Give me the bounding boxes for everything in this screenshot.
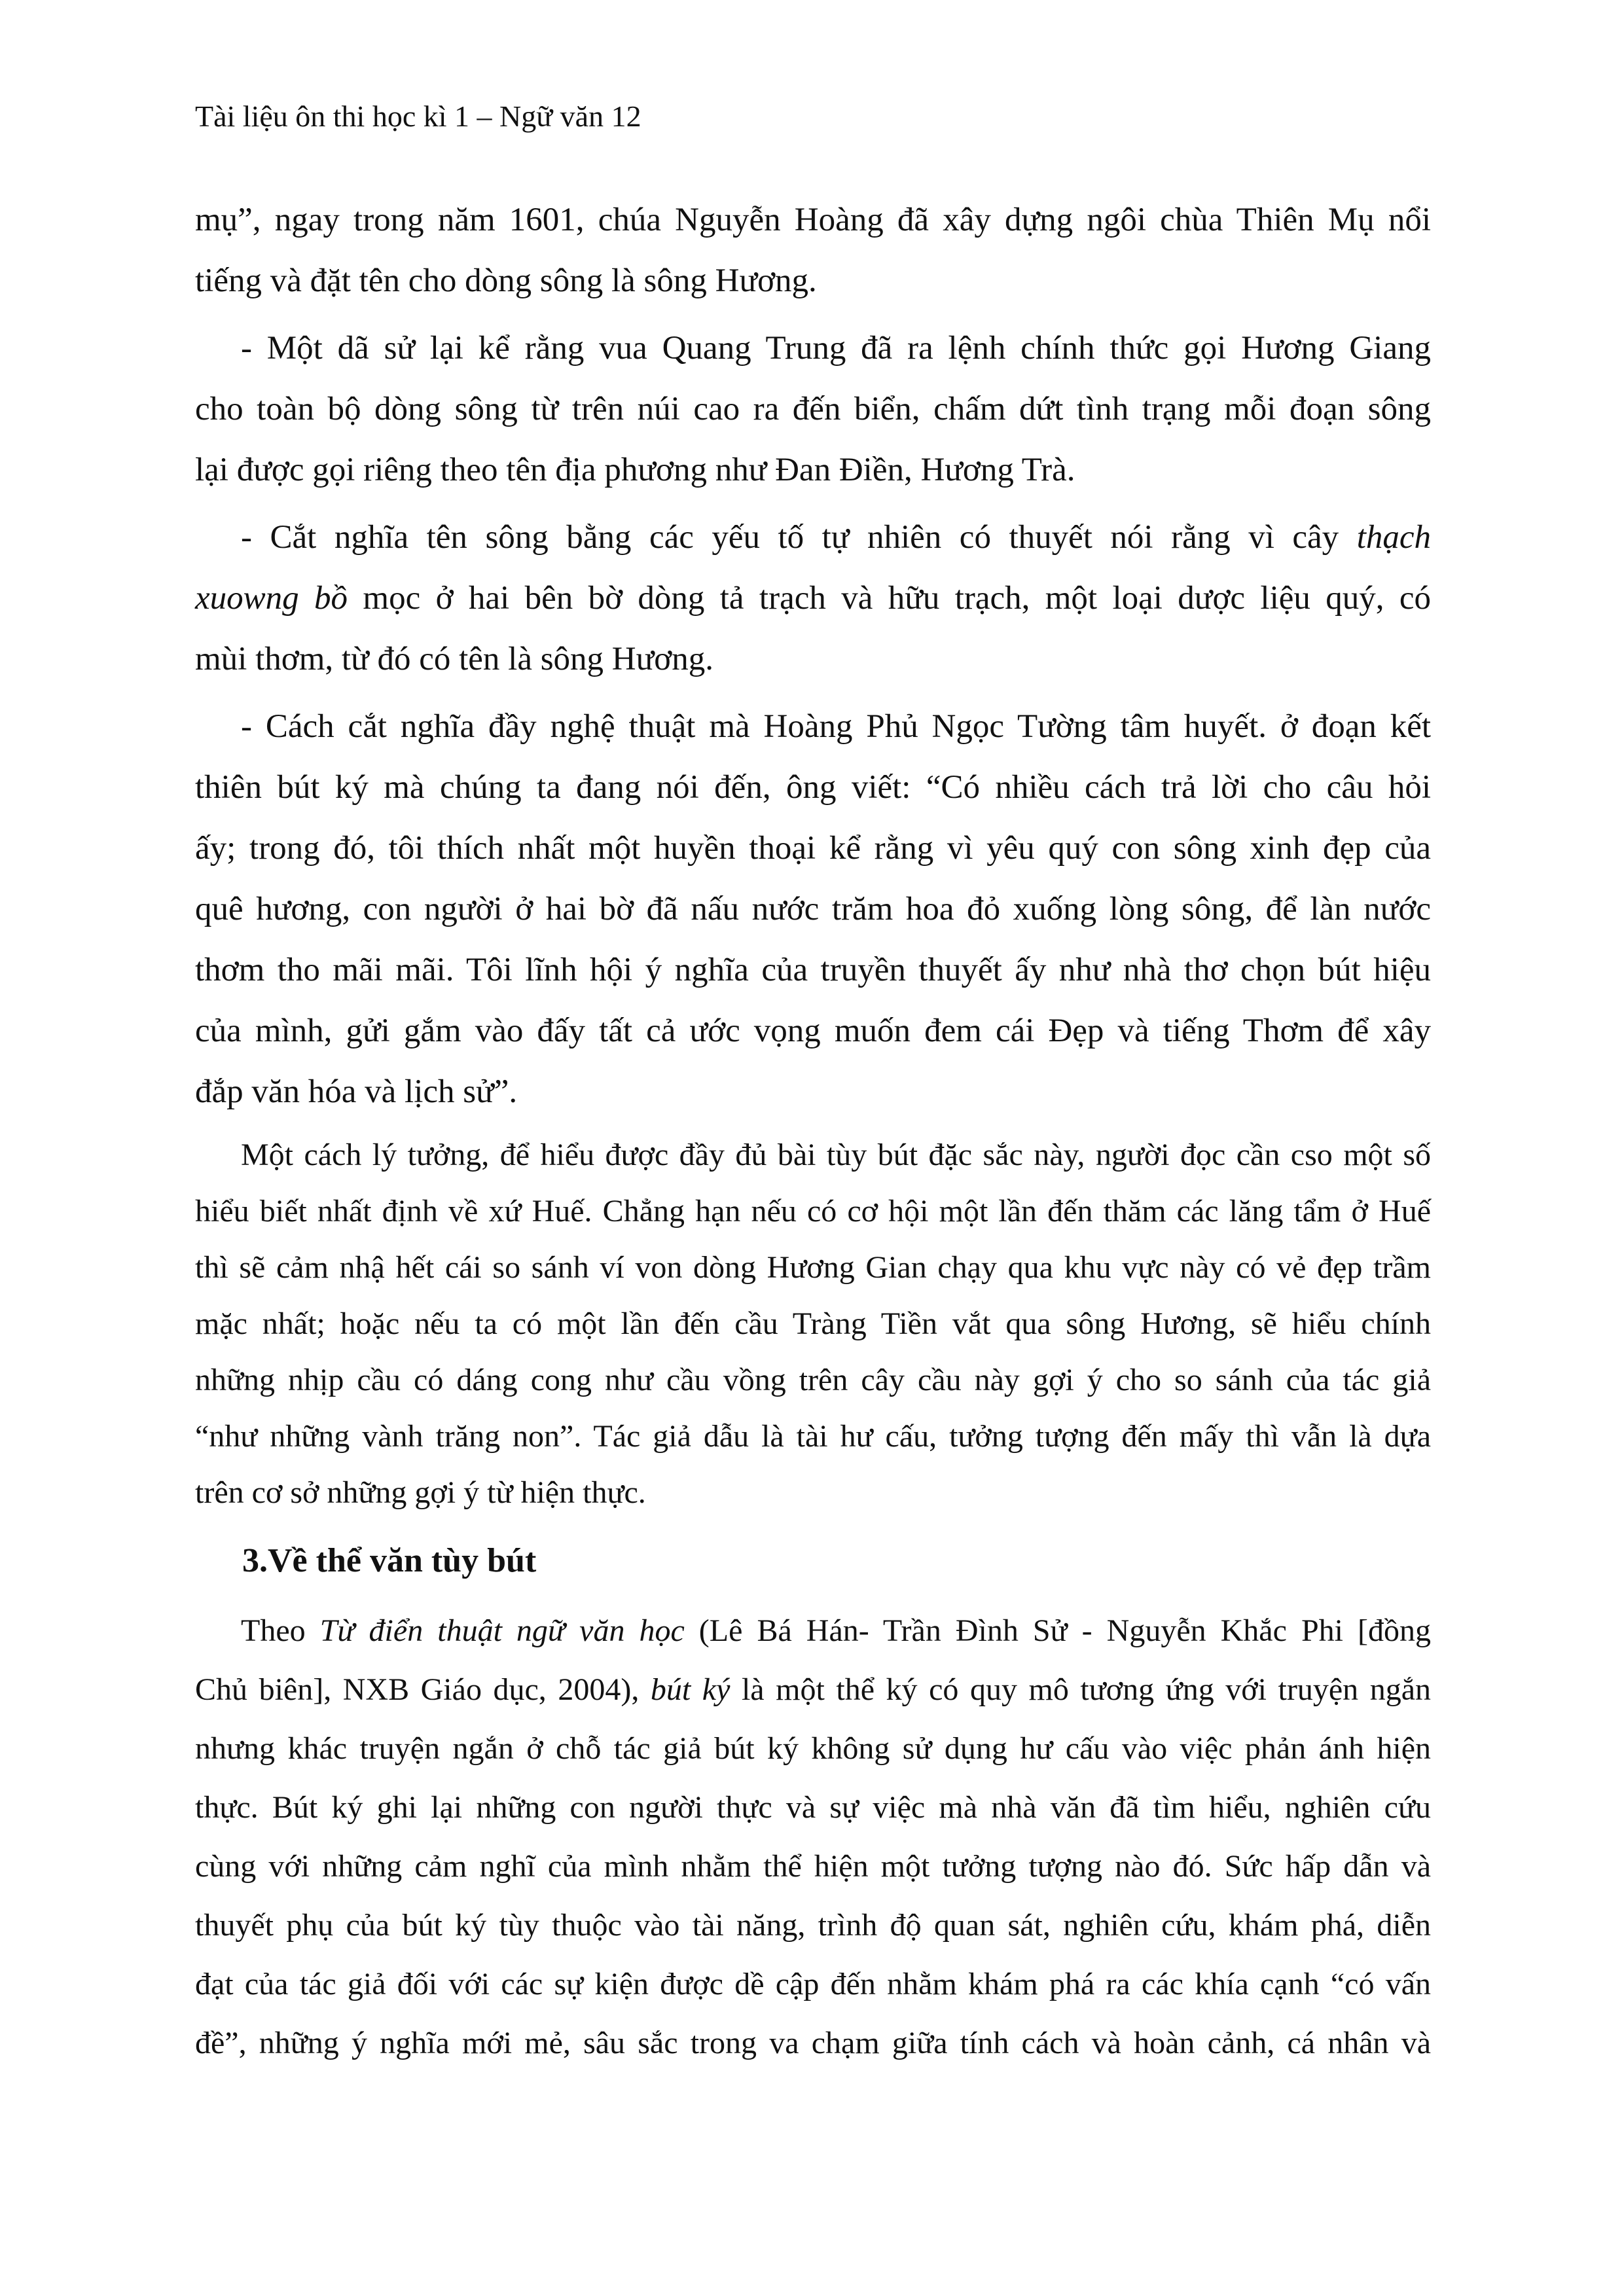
text-line: hiểu biết nhất định về xứ Huế. Chẳng hạn nếu có cơ hội một lần đến thăm các lăng tẩm ở Huế <box>195 1194 1431 1229</box>
text-line: mặc nhất; hoặc nếu ta có một lần đến cầu Tràng Tiền vắt qua sông Hương, sẽ hiểu chính <box>195 1306 1431 1341</box>
text-line: đạt của tác giả đối với các sự kiện được dề cập đến nhằm khám phá ra các khía cạnh “có vấn <box>195 1967 1431 2001</box>
paragraph-line: Một cách lý tưởng, để hiểu được đầy đủ bài tùy bút đặc sắc này, người đọc cần cso một số <box>241 1138 1431 1172</box>
text-line: trên cơ sở những gợi ý từ hiện thực. <box>195 1475 646 1510</box>
text-span: mọc ở hai bên bờ dòng tả trạch và hữu trạch, một loại dược liệu quý, có <box>348 580 1432 617</box>
text-line: cho toàn bộ dòng sông từ trên núi cao ra đến biển, chấm dứt tình trạng mỗi đoạn sông <box>195 391 1431 427</box>
list-item-line: - Cách cắt nghĩa đầy nghệ thuật mà Hoàng Phủ Ngọc Tường tâm huyết. ở đoạn kết <box>241 708 1431 745</box>
text-line: thì sẽ cảm nhậ hết cái so sánh ví von dòng Hương Gian chạy qua khu vực này có vẻ đẹp trầm <box>195 1250 1431 1285</box>
text-span: Chủ biên], NXB Giáo dục, 2004), <box>195 1672 651 1707</box>
text-line: mụ”, ngay trong năm 1601, chúa Nguyễn Hoàng đã xây dựng ngôi chùa Thiên Mụ nổi <box>195 202 1431 238</box>
text-line: thơm tho mãi mãi. Tôi lĩnh hội ý nghĩa của truyền thuyết ấy như nhà thơ chọn bút hiệu <box>195 952 1431 988</box>
italic-title: Từ điển thuật ngữ văn học <box>319 1613 685 1648</box>
text-line: thuyết phụ của bút ký tùy thuộc vào tài năng, trình độ quan sát, nghiên cứu, khám phá, diễn <box>195 1908 1431 1943</box>
italic-term: xuowng bồ <box>195 580 348 617</box>
italic-term: bút ký <box>650 1672 731 1707</box>
section-heading: 3.Về thể văn tùy bút <box>242 1542 537 1579</box>
list-item-line <box>195 507 1431 568</box>
text-line: lại được gọi riêng theo tên địa phương như Đan Điền, Hương Trà. <box>195 452 1075 488</box>
list-item-line: - Một dã sử lại kể rằng vua Quang Trung đã ra lệnh chính thức gọi Hương Giang <box>241 330 1431 367</box>
text-line: tiếng và đặt tên cho dòng sông là sông Hương. <box>195 262 817 299</box>
text-line: đề”, những ý nghĩa mới mẻ, sâu sắc trong va chạm giữa tính cách và hoàn cảnh, cá nhân và <box>195 2026 1431 2060</box>
text-line: cùng với những cảm nghĩ của mình nhằm thể hiện một tưởng tượng nào đó. Sức hấp dẫn và <box>195 1849 1431 1884</box>
text-line: thực. Bút ký ghi lại những con người thực và sự việc mà nhà văn đã tìm hiểu, nghiên cứu <box>195 1790 1431 1825</box>
text-line: nhưng khác truyện ngắn ở chỗ tác giả bút ký không sử dụng hư cấu vào việc phản ánh hiện <box>195 1731 1431 1766</box>
text-line: quê hương, con người ở hai bờ đã nấu nước trăm hoa đỏ xuống lòng sông, để làn nước <box>195 891 1431 927</box>
paragraph-line <box>195 1600 1431 1661</box>
text-line: đắp văn hóa và lịch sử”. <box>195 1073 518 1110</box>
text-span: (Lê Bá Hán- Trần Đình Sử - Nguyễn Khắc Phi [đồng <box>684 1613 1431 1648</box>
text-line: mùi thơm, từ đó có tên là sông Hương. <box>195 641 713 677</box>
text-line <box>195 568 1431 629</box>
text-span: - Cắt nghĩa tên sông bằng các yếu tố tự nhiên có thuyết nói rằng vì cây <box>241 519 1357 556</box>
text-line: ấy; trong đó, tôi thích nhất một huyền thoại kể rằng vì yêu quý con sông xinh đẹp của <box>195 830 1431 867</box>
text-line: những nhịp cầu có dáng cong như cầu vồng trên cây cầu này gợi ý cho so sánh của tác giả <box>195 1363 1431 1397</box>
page-header: Tài liệu ôn thi học kì 1 – Ngữ văn 12 <box>195 99 641 133</box>
italic-term: thạch <box>1356 519 1431 556</box>
text-span: Theo <box>241 1613 320 1648</box>
text-line: “như những vành trăng non”. Tác giả dẫu là tài hư cấu, tưởng tượng đến mấy thì vẫn là dựa <box>195 1419 1431 1454</box>
text-line <box>195 1659 1431 1720</box>
text-line: thiên bút ký mà chúng ta đang nói đến, ông viết: “Có nhiều cách trả lời cho câu hỏi <box>195 769 1431 806</box>
text-line: của mình, gửi gắm vào đấy tất cả ước vọng muốn đem cái Đẹp và tiếng Thơm để xây <box>195 1013 1431 1049</box>
text-span: là một thể ký có quy mô tương ứng với truyện ngắn <box>730 1672 1431 1707</box>
